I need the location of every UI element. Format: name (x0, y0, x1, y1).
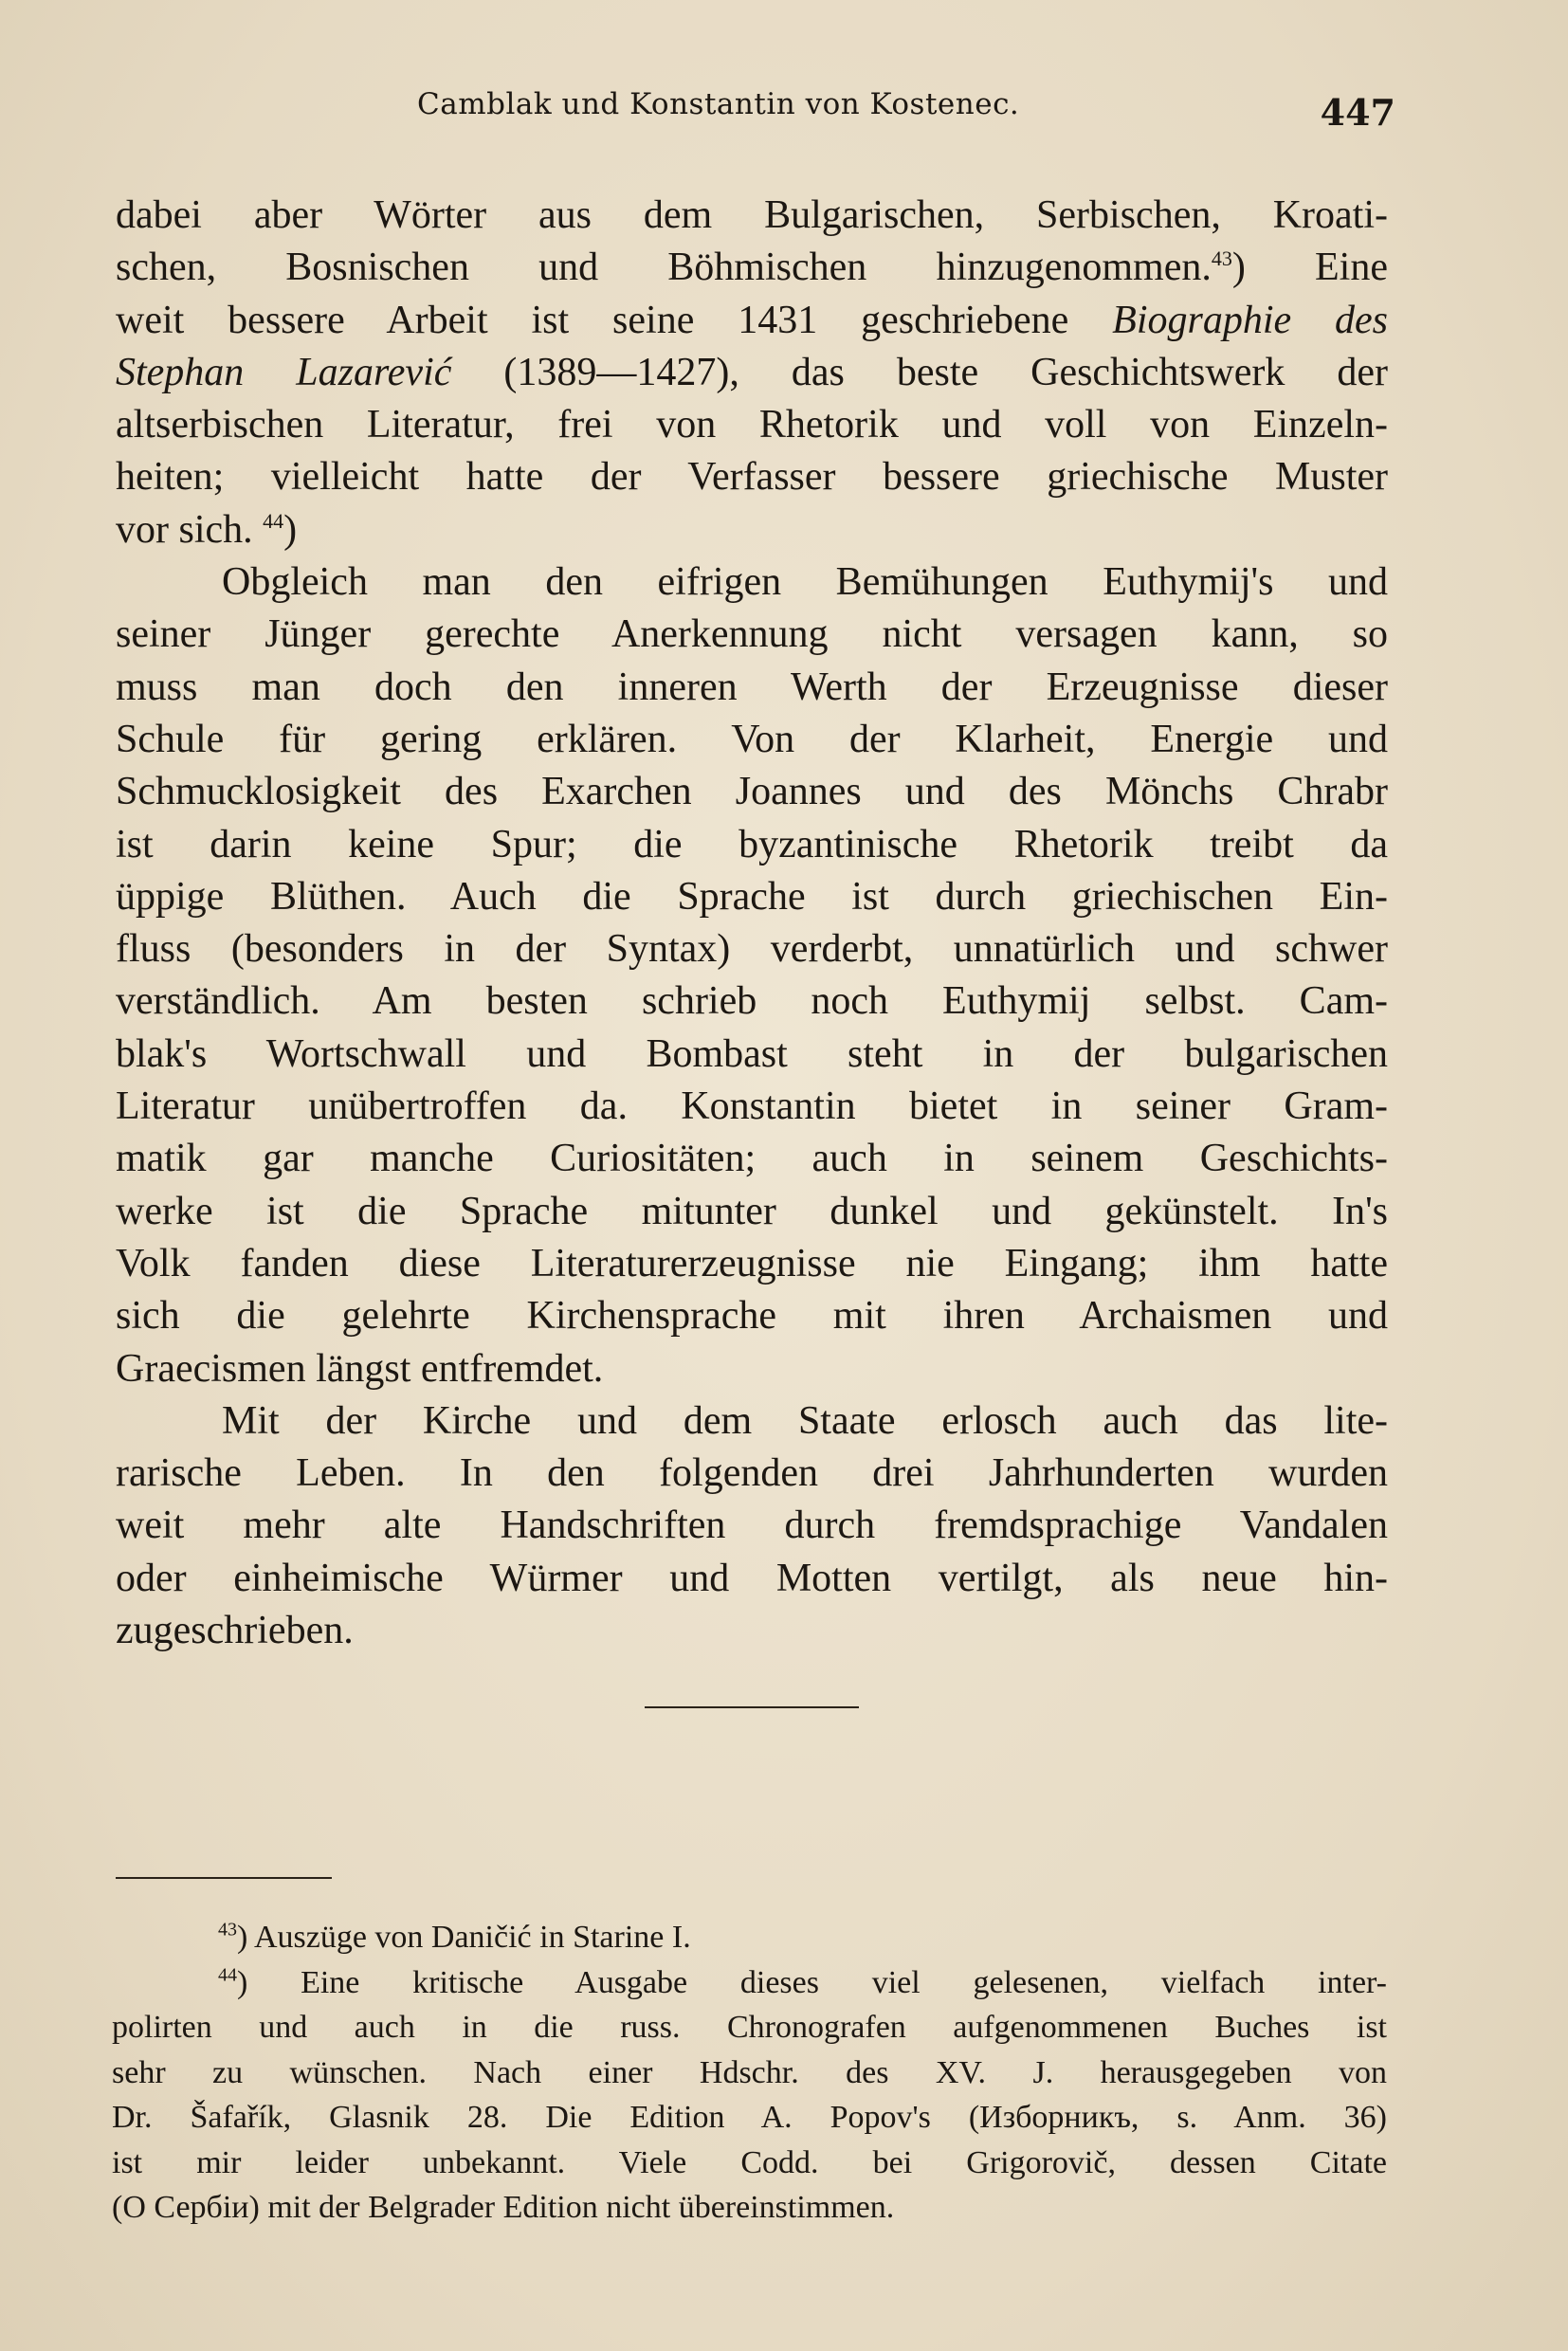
footnote-ref: 44 (263, 508, 284, 533)
text-line (116, 504, 1388, 556)
text-line (116, 347, 1388, 399)
text-line: zugeschrieben. (116, 1609, 354, 1653)
text-line: altserbischen Literatur, frei von Rhetorik und voll von Einzeln- (116, 403, 1388, 447)
text-line: seiner Jünger gerechte Anerkennung nicht versagen kann, so (116, 612, 1388, 657)
italic-title: Biographie des (1112, 298, 1389, 342)
italic-title: Stephan Lazarević (116, 350, 452, 394)
text-line: werke ist die Sprache mitunter dunkel und gekünstelt. In's (116, 1189, 1388, 1233)
page-number: 447 (1320, 91, 1395, 134)
footnote-ref: 43 (1211, 246, 1232, 271)
text-segment: vor sich. (116, 507, 253, 552)
footnote-number: 43 (218, 1919, 237, 1941)
footnote-line: sehr zu wünschen. Nach einer Hdschr. des XV. J. herausgegeben von (112, 2054, 1387, 2090)
footnote-rule (116, 1877, 332, 1879)
text-line: oder einheimische Würmer und Motten vertilgt, als neue hin- (116, 1556, 1388, 1600)
text-line: rarische Leben. In den folgenden drei Jahrhunderten wurden (116, 1451, 1388, 1496)
text-line: Graecismen längst entfremdet. (116, 1346, 604, 1391)
text-line: Volk fanden diese Literaturerzeugnisse nie Eingang; ihm hatte (116, 1241, 1388, 1285)
text-line: Schmucklosigkeit des Exarchen Joannes und des Mönchs Chrabr (116, 770, 1388, 814)
body-text (116, 190, 1388, 1657)
text-line: Schule für gering erklären. Von der Klarheit, Energie und (116, 717, 1388, 761)
text-line: dabei aber Wörter aus dem Bulgarischen, Serbischen, Kroati- (116, 193, 1388, 237)
footnote-43 (112, 1915, 1387, 1960)
text-line: muss man doch den inneren Werth der Erzeugnisse dieser (116, 665, 1388, 709)
text-line: matik gar manche Curiositäten; auch in seinem Geschichts- (116, 1137, 1388, 1181)
text-line: Mit der Kirche und dem Staate erlosch auch das lite- (222, 1398, 1388, 1443)
footnote-text: ) Eine kritische Ausgabe dieses viel gelesenen, vielfach inter- (237, 1964, 1387, 2000)
text-line: heiten; vielleicht hatte der Verfasser bessere griechische Muster (116, 455, 1388, 500)
text-line: Literatur unübertroffen da. Konstantin bietet in seiner Gram- (116, 1084, 1388, 1129)
footnotes (112, 1915, 1387, 2231)
text-line: üppige Blüthen. Auch die Sprache ist durch griechischen Ein- (116, 874, 1388, 919)
text-line (116, 295, 1388, 347)
text-segment: weit bessere Arbeit ist seine 1431 geschriebene (116, 298, 1113, 342)
text-line (116, 242, 1388, 294)
text-line: fluss (besonders in der Syntax) verderbt, unnatürlich und schwer (116, 927, 1388, 972)
footnote-line: (O Сербiи) mit der Belgrader Edition nicht übereinstimmen. (112, 2190, 895, 2225)
footnote-number: 44 (218, 1964, 237, 1986)
text-segment: schen, Bosnischen und Böhmischen hinzugenommen. (116, 246, 1212, 290)
footnote-line: polirten und auch in die russ. Chronografen aufgenommenen Buches ist (112, 2010, 1387, 2045)
text-segment: (1389—1427), das beste Geschichtswerk der (451, 350, 1388, 394)
text-line: ist darin keine Spur; die byzantinische Rhetorik treibt da (116, 822, 1388, 866)
footnote-line: Dr. Šafařík, Glasnik 28. Die Edition A. Popov's (Изборникъ, s. Anm. 36) (112, 2100, 1387, 2135)
text-segment: ) Eine (1231, 246, 1388, 290)
footnote-text: ) Auszüge von Daničić in Starine I. (237, 1920, 691, 1955)
text-segment: ) (283, 507, 298, 552)
footnote-44 (112, 1960, 1387, 2006)
text-line: Obgleich man den eifrigen Bemühungen Euthymij's und (222, 560, 1388, 605)
section-separator (645, 1706, 859, 1708)
text-line: verständlich. Am besten schrieb noch Euthymij selbst. Cam- (116, 979, 1388, 1024)
text-line: blak's Wortschwall und Bombast steht in der bulgarischen (116, 1031, 1388, 1076)
footnote-line: ist mir leider unbekannt. Viele Codd. bei Grigorovič, dessen Citate (112, 2144, 1387, 2180)
text-line: weit mehr alte Handschriften durch fremdsprachige Vandalen (116, 1504, 1388, 1548)
text-line: sich die gelehrte Kirchensprache mit ihren Archaismen und (116, 1294, 1388, 1339)
running-head: Camblak und Konstantin von Kostenec. (417, 87, 1020, 121)
